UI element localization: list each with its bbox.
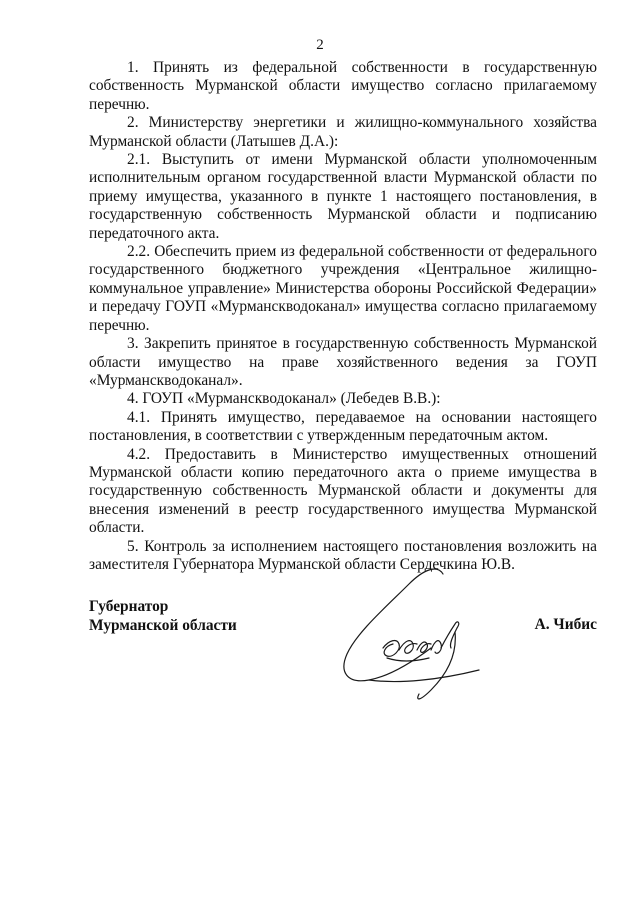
paragraph-4: 4. ГОУП «Мурманскводоканал» (Лебедев В.В.): xyxy=(127,390,441,408)
paragraph-5: 5. Контроль за исполнением настоящего постановления возложить на заместителя Губернатора Мурманской области Сердечкина Ю.В. xyxy=(89,537,597,573)
paragraph-4-2: 4.2. Предоставить в Министерство имущественных отношений Мурманской области копию передаточного акта о приеме имущества в государственную собственность Мурманской области и документы для внесения изменений в реестр государственного имущества Мурманской области. xyxy=(89,445,597,537)
document-body xyxy=(89,59,597,574)
signer-title-line-1: Губернатор xyxy=(89,598,169,615)
paragraph-1: 1. Принять из федеральной собственности в государственную собственность Мурманской области имущество согласно прилагаемому перечню. xyxy=(89,59,597,113)
signer-title-line-2: Мурманской области xyxy=(89,616,237,634)
paragraph-2: 2. Министерству энергетики и жилищно-коммунального хозяйства Мурманской области (Латышев Д.А.): xyxy=(89,114,597,150)
paragraph-2-2: 2.2. Обеспечить прием из федеральной собственности от федерального государственного бюджетного учреждения «Центральное жилищно-коммунальное управление» Министерства обороны Российской Федерации» и передачу ГОУП «Мурманскводоканал» имущества согласно прилагаемому перечню. xyxy=(89,243,597,334)
paragraph-4-1: 4.1. Принять имущество, передаваемое на основании настоящего постановления, в соответствии с утвержденным передаточным актом. xyxy=(89,408,597,445)
signature-block xyxy=(89,598,597,728)
page-number: 2 xyxy=(316,37,324,53)
handwritten-signature xyxy=(339,562,509,722)
paragraph-2-1: 2.1. Выступить от имени Мурманской области уполномоченным исполнительным органом государственной власти Мурманской области по приему имущества, указанного в пункте 1 настоящего постановления, в государственную собственность Мурманской области и подписанию передаточного акта. xyxy=(89,151,597,242)
signer-name: А. Чибис xyxy=(534,616,597,633)
paragraph-3: 3. Закрепить принятое в государственную собственность Мурманской области имущество на праве хозяйственного ведения за ГОУП «Мурманскводоканал». xyxy=(89,335,597,389)
signer-title xyxy=(89,598,237,635)
